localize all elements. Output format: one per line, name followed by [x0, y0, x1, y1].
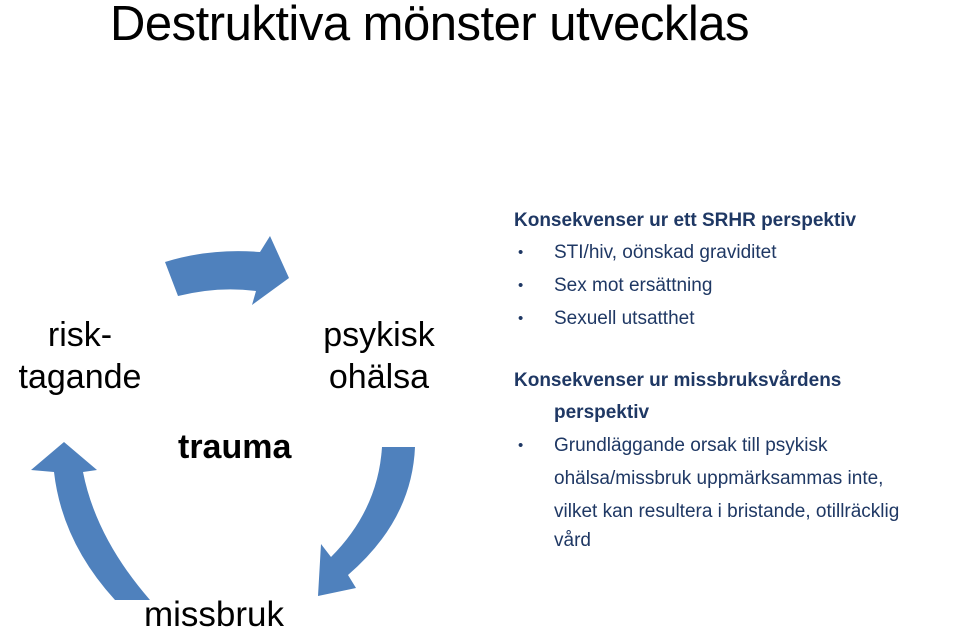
- section-srhr: [514, 208, 960, 335]
- list-item: • Sex mot ersättning: [514, 269, 960, 302]
- list-item: • Sexuell utsatthet: [514, 302, 960, 335]
- list-item: • STI/hiv, oönskad graviditet: [514, 236, 960, 269]
- section-srhr-title: Konsekvenser ur ett SRHR perspektiv: [514, 210, 857, 231]
- node-risktagande: [0, 314, 160, 398]
- node-psykisk-ohalsa: [304, 314, 454, 398]
- node-risk-line2: tagande: [18, 358, 142, 396]
- section-missbruk-list: [514, 429, 960, 554]
- node-risk-line1: risk-: [47, 316, 113, 354]
- item-line: ohälsa/missbruk uppmärksammas inte,: [554, 468, 884, 489]
- arrow-miss-to-risk: [31, 442, 150, 600]
- node-psyk-line2: ohälsa: [328, 358, 430, 396]
- list-item: [514, 429, 960, 554]
- section-srhr-list: [514, 236, 960, 335]
- node-missbruk: missbruk: [144, 595, 285, 634]
- section-missbruk-title-line1: Konsekvenser ur missbruksvårdens: [514, 370, 842, 391]
- node-trauma: trauma: [178, 428, 292, 466]
- page-title: Destruktiva mönster utvecklas: [110, 0, 750, 51]
- section-missbruk-title-line2: perspektiv: [554, 402, 650, 423]
- arrow-psyk-to-miss: [318, 447, 415, 596]
- item-line: vilket kan resultera i bristande, otillräcklig: [554, 501, 900, 522]
- section-missbruk: [514, 365, 960, 554]
- node-psyk-line1: psykisk: [323, 316, 435, 354]
- item-line: vård: [554, 530, 591, 551]
- arrow-risk-to-psyk: [165, 236, 289, 305]
- item-line: • Grundläggande orsak till psykisk: [554, 435, 828, 456]
- consequence-panel: [514, 208, 960, 554]
